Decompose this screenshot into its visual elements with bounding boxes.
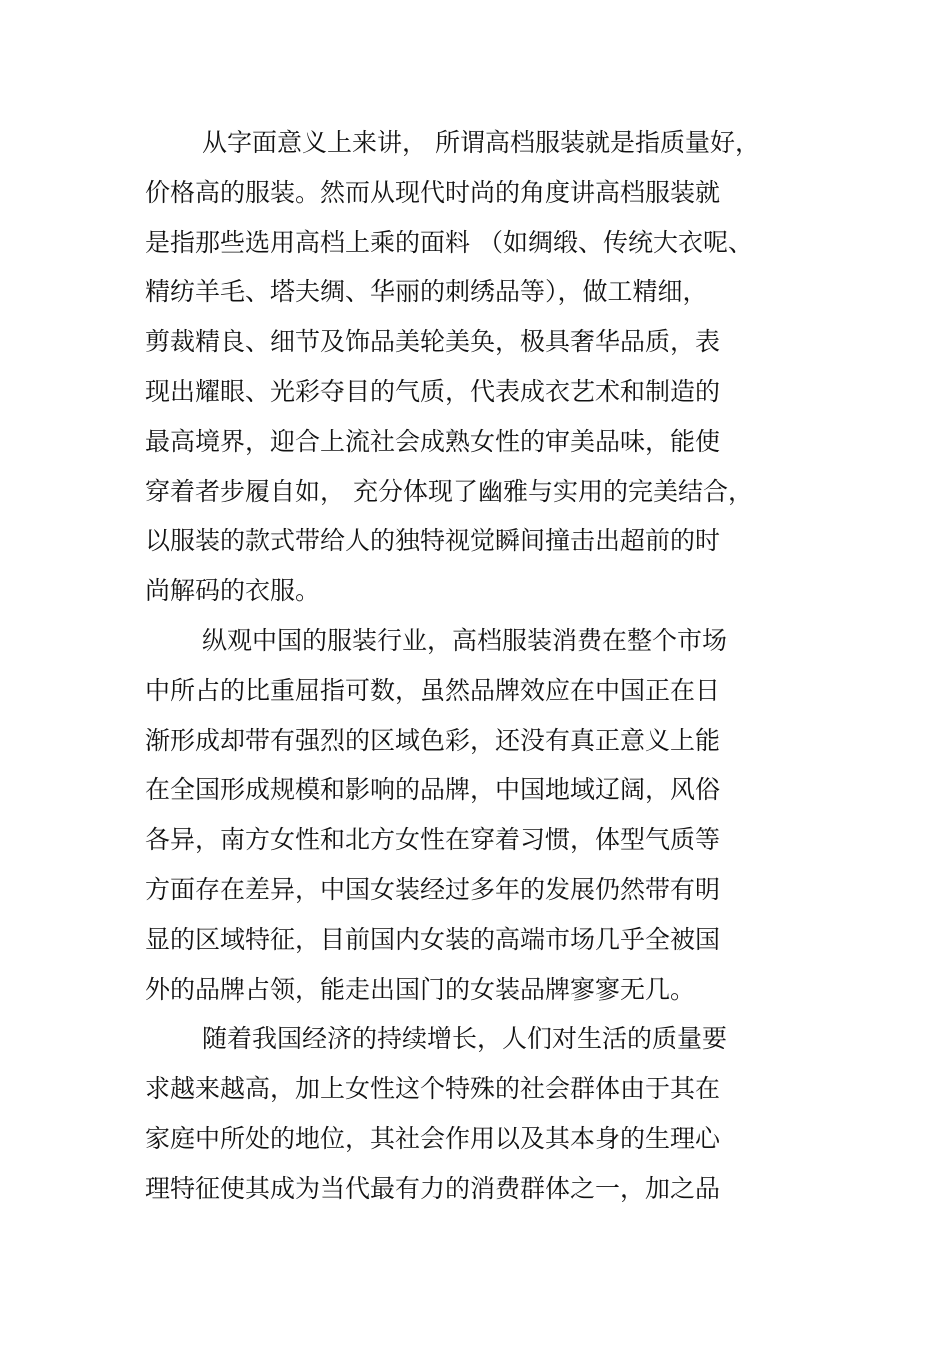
- text-line: 家庭中所处的地位，其社会作用以及其本身的生理心: [145, 1123, 721, 1153]
- text-line: 中所占的比重屈指可数，虽然品牌效应在中国正在日: [145, 675, 721, 705]
- text-line: 各异，南方女性和北方女性在穿着习惯，体型气质等: [145, 825, 721, 855]
- text-line: 渐形成却带有强烈的区域色彩，还没有真正意义上能: [145, 725, 721, 755]
- text-line: 以服装的款式带给人的独特视觉瞬间撞击出超前的时: [145, 526, 721, 556]
- text-line: 理特征使其成为当代最有力的消费群体之一，加之品: [145, 1173, 721, 1203]
- text-line: 显的区域特征，目前国内女装的高端市场几乎全被国: [145, 924, 721, 954]
- text-line: 穿着者步履自如， 充分体现了幽雅与实用的完美结合，: [145, 476, 753, 506]
- text-line: 求越来越高，加上女性这个特殊的社会群体由于其在: [145, 1074, 721, 1104]
- text-line: 从字面意义上来讲， 所谓高档服装就是指质量好，: [202, 128, 760, 157]
- text-line: 现出耀眼、光彩夺目的气质，代表成衣艺术和制造的: [145, 376, 721, 406]
- text-line: 纵观中国的服装行业，高档服装消费在整个市场: [202, 625, 728, 655]
- text-line: 最高境界，迎合上流社会成熟女性的审美品味，能使: [145, 426, 721, 456]
- text-line: 外的品牌占领，能走出国门的女装品牌寥寥无几。: [145, 974, 696, 1004]
- text-line: 随着我国经济的持续增长，人们对生活的质量要: [202, 1024, 728, 1054]
- text-line: 精纺羊毛、塔夫绸、华丽的刺绣品等），做工精细，: [145, 277, 708, 307]
- text-line: 方面存在差异，中国女装经过多年的发展仍然带有明: [145, 874, 721, 904]
- document-body: [145, 118, 825, 1214]
- text-line: 价格高的服装。然而从现代时尚的角度讲高档服装就: [145, 177, 721, 207]
- text-line: 在全国形成规模和影响的品牌，中国地域辽阔，风俗: [145, 775, 721, 805]
- text-line: 尚解码的衣服。: [145, 576, 321, 606]
- text-line: 是指那些选用高档上乘的面料 （如绸缎、传统大衣呢、: [145, 227, 753, 257]
- text-line: 剪裁精良、细节及饰品美轮美奂，极具奢华品质，表: [145, 327, 721, 357]
